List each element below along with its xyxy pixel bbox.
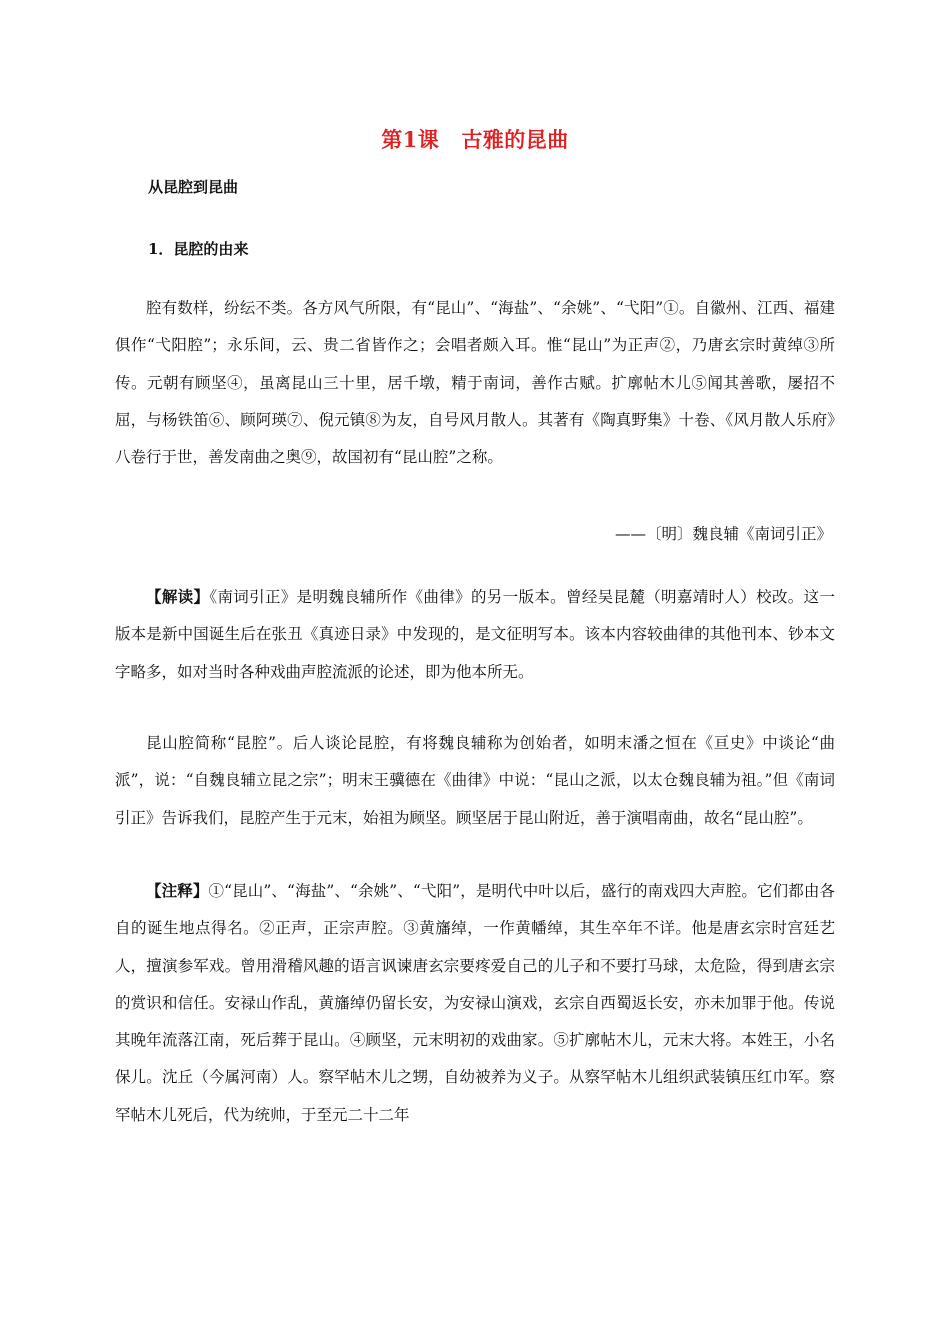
notes-paragraph: [115, 872, 835, 1134]
quote-source: ——〔明〕魏良辅《南词引正》: [614, 525, 832, 543]
lesson-name: 古雅的昆曲: [461, 127, 569, 152]
lesson-number: 第1课: [381, 127, 440, 152]
notes-text: ①“昆山”、“海盐”、“余姚”、“弋阳”，是明代中叶以后，盛行的南戏四大声腔。它们都由各自的诞生地点得名。②正声，正宗声腔。③黄旛绰，一作黄幡绰，其生卒年不详。他是唐玄宗时宫廷艺人，擅演参军戏。曾用滑稽风趣的语言讽谏唐玄宗要疼爱自己的儿子和不要打马球，太危险，得到唐玄宗的赏识和信任。安禄山作乱，黄旛绰仍留长安，为安禄山演戏，玄宗自西蜀返长安，亦未加罪于他。传说其晚年流落江南，死后葬于昆山。④顾坚，元末明初的戏曲家。⑤扩廓帖木儿，元末大将。本姓王，小名保儿。沈丘（今属河南）人。察罕帖木儿之甥，自幼被养为义子。从察罕帖木儿组织武装镇压红巾军。察罕帖木儿死后，代为统帅，于至元二十二年: [115, 882, 835, 1124]
interpretation-text: 《南词引正》是明魏良辅所作《曲律》的另一版本。曾经吴昆麓（明嘉靖时人）校改。这一版本是新中国诞生后在张丑《真迹日录》中发现的，是文征明写本。该本内容较曲律的其他刊本、钞本文字略多，如对当时各种戏曲声腔流派的论述，即为他本所无。: [115, 588, 835, 681]
discussion-paragraph: 昆山腔简称“昆腔”。后人谈论昆腔，有将魏良辅称为创始者，如明末潘之恒在《亘史》中谈论“曲派”，说：“自魏良辅立昆之宗”；明末王骥德在《曲律》中说：“昆山之派，以太仓魏良辅为祖。”但《南词引正》告诉我们，昆腔产生于元末，始祖为顾坚。顾坚居于昆山附近，善于演唱南曲，故名“昆山腔”。: [115, 734, 835, 827]
notes-label: 【注释】: [146, 881, 209, 900]
lesson-title: [0, 124, 950, 154]
interpretation-paragraph: [115, 578, 835, 691]
quote-paragraph: 腔有数样，纷纭不类。各方风气所限，有“昆山”、“海盐”、“余姚”、“弋阳”①。自徽州、江西、福建俱作“弋阳腔”；永乐间，云、贵二省皆作之；会唱者颇入耳。惟“昆山”为正声②，乃唐玄宗时黄绰③所传。元朝有顾坚④，虽离昆山三十里，居千墩，精于南词，善作古赋。扩廓帖木儿⑤闻其善歌，屡招不屈，与杨铁笛⑥、顾阿瑛⑦、倪元镇⑧为友，自号风月散人。其著有《陶真野集》十卷、《风月散人乐府》八卷行于世，善发南曲之奥⑨，故国初有“昆山腔”之称。: [115, 299, 835, 467]
interpretation-label: 【解读】: [146, 587, 210, 606]
subsection-heading: 1．昆腔的由来: [148, 240, 249, 258]
section-heading: 从昆腔到昆曲: [148, 178, 239, 196]
